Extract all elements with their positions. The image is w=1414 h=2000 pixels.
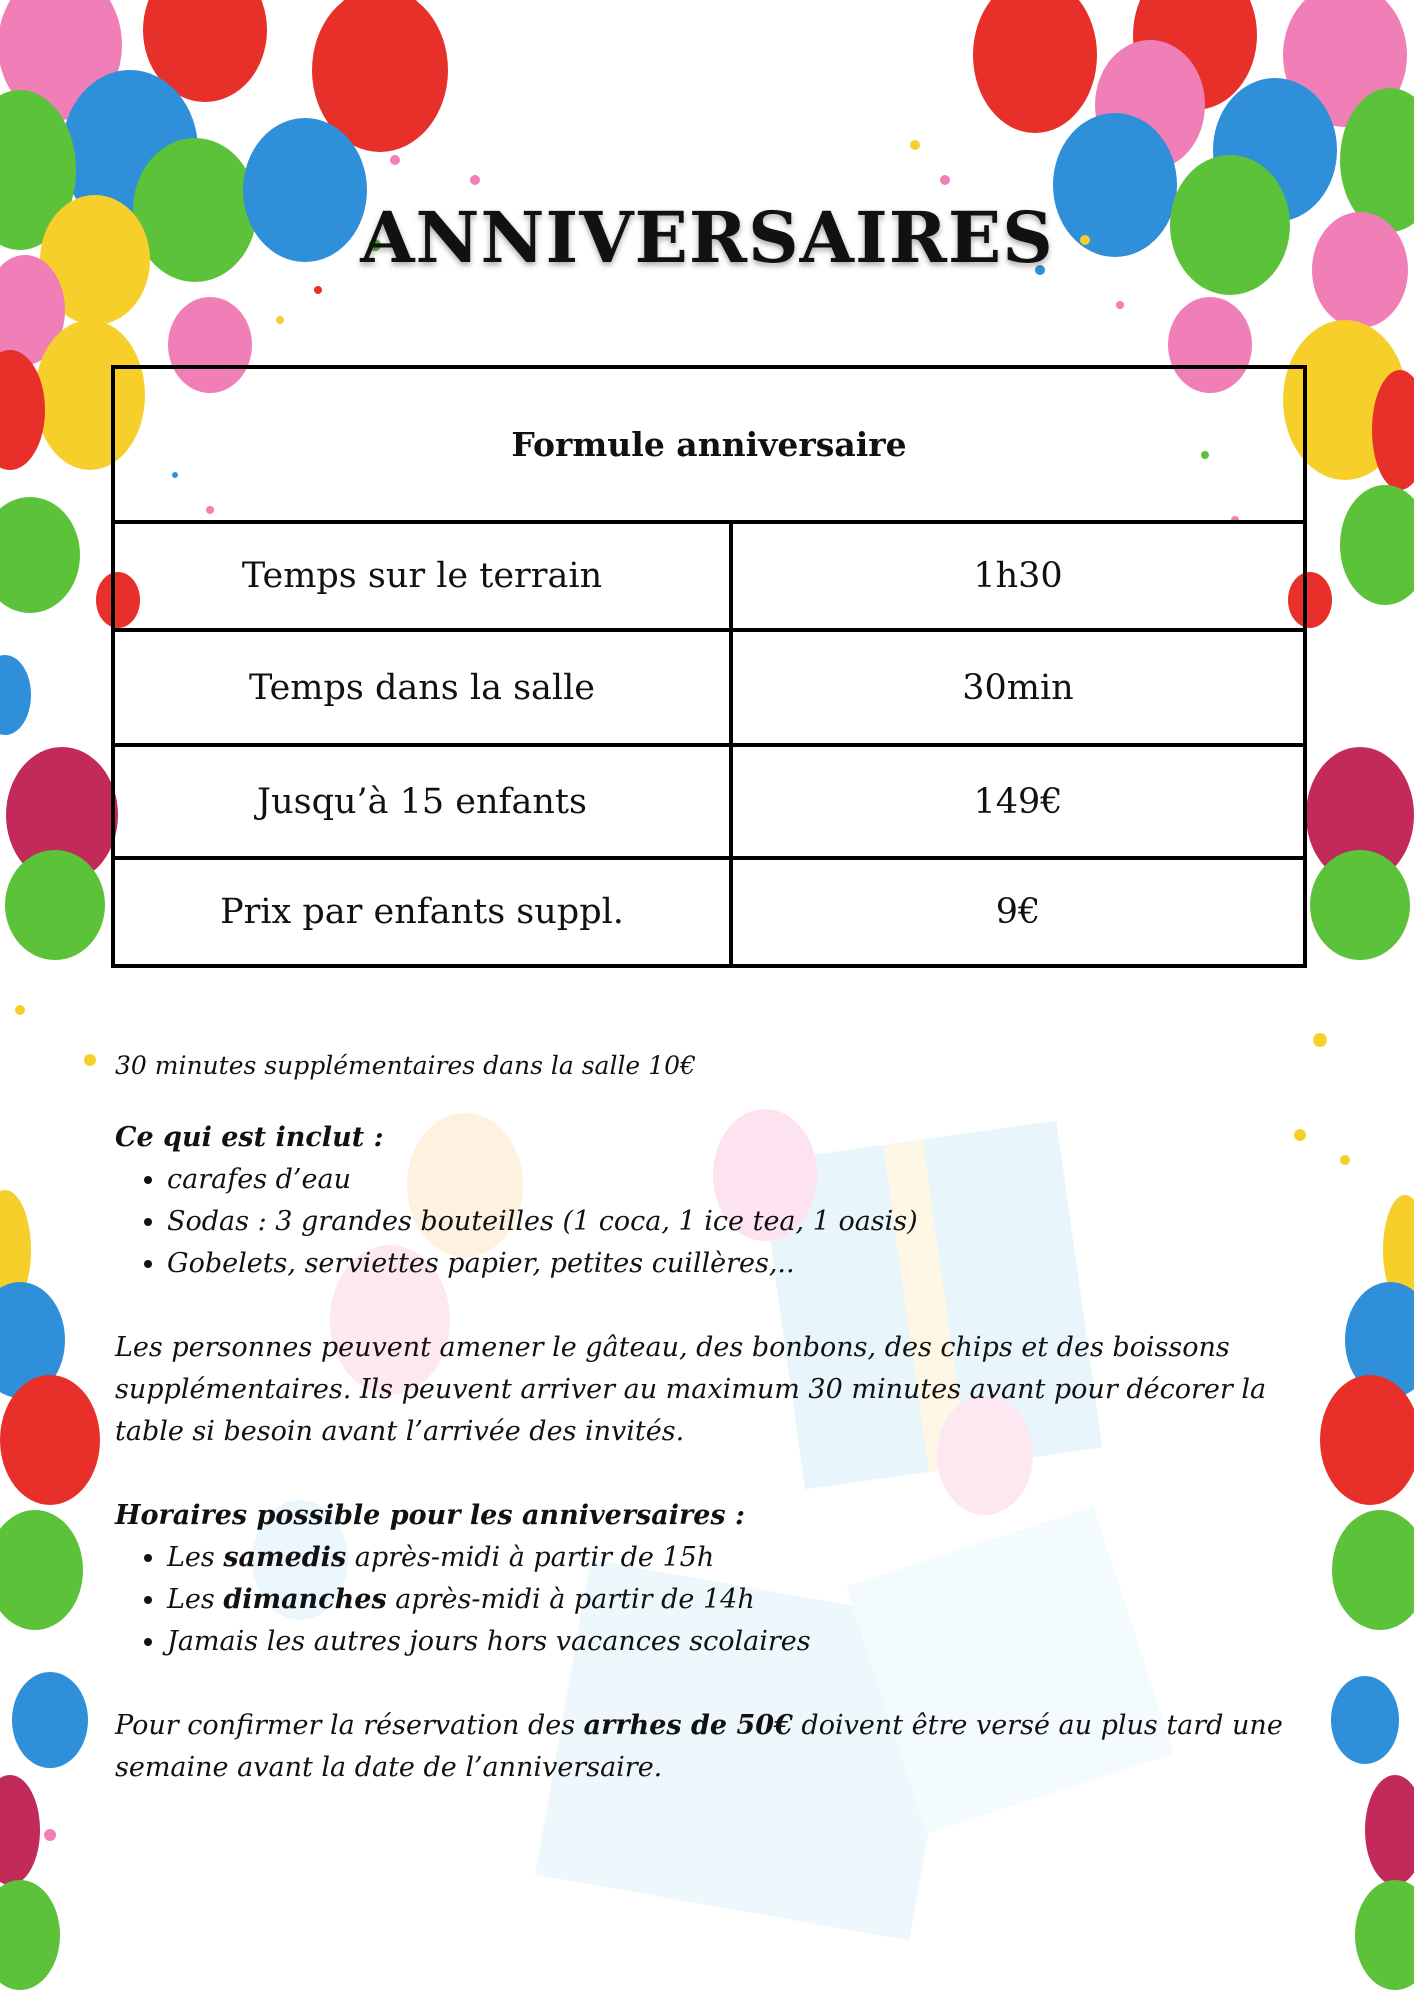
row-label: Temps dans la salle (113, 630, 731, 745)
row-label: Prix par enfants suppl. (113, 858, 731, 966)
hours-rest: après-midi à partir de 15h (346, 1542, 715, 1573)
confirm-before: Pour confirmer la réservation des (115, 1710, 584, 1741)
row-value: 30min (731, 630, 1305, 745)
list-item: • Gobelets, serviettes papier, petites cuillères,.. (167, 1243, 1315, 1285)
hours-heading: Horaires possible pour les anniversaires : (115, 1500, 745, 1531)
hours-day: samedis (223, 1542, 347, 1573)
confirm-paragraph (115, 1705, 1315, 1789)
formule-table (111, 365, 1307, 968)
hours-prefix: Les (167, 1584, 224, 1615)
table-row (113, 745, 1305, 858)
confirm-after: doivent être versé au plus tard une semaine avant la date de l’anniversaire. (115, 1710, 1283, 1783)
hours-rest: après-midi à partir de 14h (386, 1584, 755, 1615)
included-heading: Ce qui est inclut : (115, 1122, 384, 1153)
list-item: • Sodas : 3 grandes bouteilles (1 coca, 1 ice tea, 1 oasis) (167, 1201, 1315, 1243)
included-list (115, 1159, 1315, 1285)
row-label: Temps sur le terrain (113, 522, 731, 630)
list-item (167, 1537, 1315, 1579)
confirm-bold: arrhes de 50€ (583, 1710, 793, 1741)
table-row (113, 522, 1305, 630)
row-value: 149€ (731, 745, 1305, 858)
extra-time-note: 30 minutes supplémentaires dans la salle 10€ (115, 1051, 696, 1080)
list-item (167, 1579, 1315, 1621)
hours-day: dimanches (223, 1584, 387, 1615)
table-header: Formule anniversaire (113, 367, 1305, 522)
row-value: 1h30 (731, 522, 1305, 630)
table-row (113, 858, 1305, 966)
hours-prefix: Les (167, 1542, 224, 1573)
row-label: Jusqu’à 15 enfants (113, 745, 731, 858)
list-item: • Jamais les autres jours hors vacances scolaires (167, 1621, 1315, 1663)
info-section (115, 1045, 1315, 1789)
row-value: 9€ (731, 858, 1305, 966)
page-title: ANNIVERSAIRES (360, 196, 1054, 279)
table-row (113, 630, 1305, 745)
bring-paragraph: Les personnes peuvent amener le gâteau, des bonbons, des chips et des boissons supplémentaires. Ils peuvent arriver au maximum 30 minutes avant pour décorer la table si besoin avant l’arrivée des invités. (115, 1332, 1267, 1447)
list-item: • carafes d’eau (167, 1159, 1315, 1201)
hours-list (115, 1537, 1315, 1663)
